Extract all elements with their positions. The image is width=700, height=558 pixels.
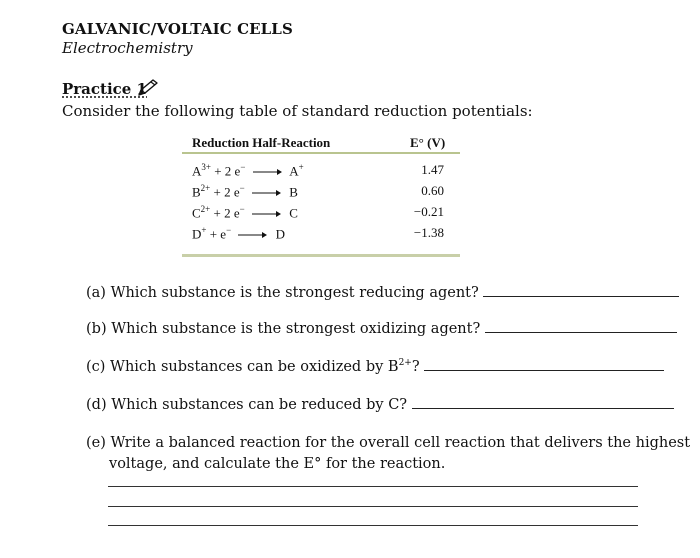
answer-d-blank[interactable] bbox=[412, 396, 674, 409]
reactant: C bbox=[192, 205, 201, 221]
reactant-charge: + bbox=[201, 225, 207, 235]
question-a-text: (a) Which substance is the strongest reducing agent? bbox=[86, 285, 479, 301]
pencil-icon bbox=[136, 78, 160, 98]
reduction-potentials-table bbox=[182, 130, 460, 257]
answer-e-line[interactable] bbox=[108, 506, 638, 507]
answer-e-line[interactable] bbox=[108, 486, 638, 487]
potential-value: 0.60 bbox=[421, 183, 444, 198]
practice-intro: Consider the following table of standard reduction potentials: bbox=[62, 102, 533, 120]
question-e-line1: (e) Write a balanced reaction for the overall cell reaction that delivers the highest bbox=[86, 435, 691, 451]
question-d-text: (d) Which substances can be reduced by C? bbox=[86, 397, 408, 413]
answer-e-line[interactable] bbox=[108, 525, 638, 526]
product: D bbox=[275, 226, 286, 242]
electrons: + e bbox=[209, 226, 227, 242]
half-reaction: $A^{3+} + 2$ e− A+ bbox=[192, 162, 304, 179]
answer-b-blank[interactable] bbox=[485, 320, 677, 333]
practice-heading: Practice 1 bbox=[62, 80, 147, 98]
table-body bbox=[182, 154, 460, 257]
page-title: GALVANIC/VOLTAIC CELLS bbox=[62, 20, 293, 38]
electrons: + 2 e bbox=[213, 205, 240, 221]
reactant: D bbox=[192, 226, 202, 242]
question-a bbox=[86, 284, 679, 301]
potential-value: −0.21 bbox=[413, 204, 444, 219]
arrow-icon bbox=[252, 189, 282, 197]
reactant-charge: 2+ bbox=[200, 183, 211, 193]
table-row bbox=[182, 162, 460, 182]
electrons: + 2 e bbox=[213, 184, 240, 200]
answer-c-blank[interactable] bbox=[424, 358, 664, 371]
question-c-mark: ? bbox=[411, 359, 420, 375]
arrow-icon bbox=[253, 168, 283, 176]
table-row bbox=[182, 204, 460, 224]
question-d bbox=[86, 396, 674, 413]
potential-value: 1.47 bbox=[421, 162, 444, 177]
arrow-icon bbox=[252, 210, 282, 218]
question-e bbox=[86, 433, 690, 475]
product: A bbox=[289, 163, 299, 179]
electrons: + 2 e bbox=[214, 163, 241, 179]
half-reaction: $C^{2+} + 2$ e− C bbox=[192, 204, 298, 221]
reactant: B bbox=[192, 184, 201, 200]
arrow-icon bbox=[238, 231, 268, 239]
reactant: A bbox=[192, 163, 202, 179]
table-row bbox=[182, 225, 460, 245]
column-header-potential: E° (V) bbox=[410, 135, 446, 150]
question-c-text: (c) Which substances can be oxidized by B bbox=[86, 359, 399, 375]
reactant-charge: 2+ bbox=[200, 204, 211, 214]
reactant-charge: 3+ bbox=[201, 162, 211, 172]
half-reaction: D+ + e− D bbox=[192, 225, 286, 242]
potential-value: −1.38 bbox=[413, 225, 444, 240]
question-b-text: (b) Which substance is the strongest oxidizing agent? bbox=[86, 321, 481, 337]
table-row bbox=[182, 183, 460, 203]
column-header-reaction: Reduction Half-Reaction bbox=[192, 135, 331, 150]
question-b bbox=[86, 320, 677, 337]
table-header bbox=[182, 130, 460, 154]
product: B bbox=[289, 184, 298, 200]
question-e-line2: voltage, and calculate the E° for the reaction. bbox=[109, 456, 446, 472]
question-c-charge: 2+ bbox=[398, 358, 412, 369]
product: C bbox=[289, 205, 298, 221]
half-reaction: $B^{2+} + 2$ e− B bbox=[192, 183, 298, 200]
answer-a-blank[interactable] bbox=[483, 284, 679, 297]
product-charge: + bbox=[298, 162, 304, 172]
page-subtitle: Electrochemistry bbox=[62, 39, 193, 57]
question-c bbox=[86, 358, 664, 375]
